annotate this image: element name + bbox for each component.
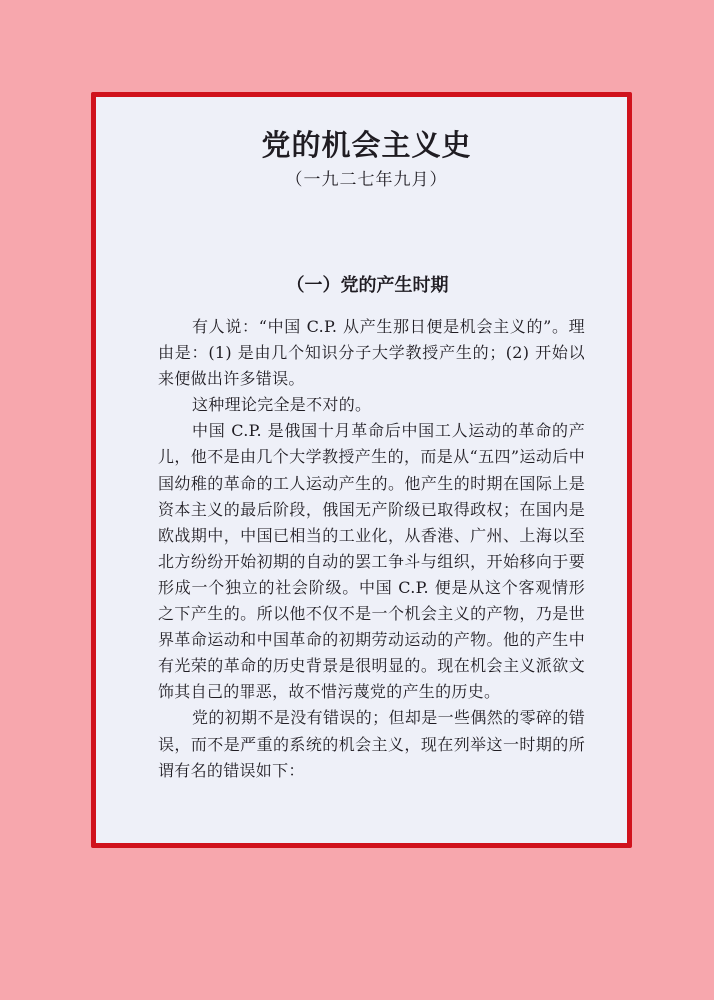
paragraph: 中国 C.P. 是俄国十月革命后中国工人运动的革命的产儿，他不是由几个大学教授产生的，而是从“五四”运动后中国幼稚的革命的工人运动产生的。他产生的时期在国际上是资本主义的最后阶段，俄国无产阶级已取得政权；在国内是欧战期中，中国已相当的工业化，从香港、广州、上海以至北方纷纷开始初期的自动的罢工争斗与组织，开始移向于要形成一个独立的社会阶级。中国 C.P. 便是从这个客观情形之下产生的。所以他不仅不是一个机会主义的产物，乃是世界革命运动和中国革命的初期劳动运动的产物。他的产生中有光荣的革命的历史背景是很明显的。现在机会主义派欲文饰其自己的罪恶，故不惜污蔑党的产生的历史。: [158, 421, 585, 702]
paragraph: 党的初期不是没有错误的；但却是一些偶然的零碎的错误，而不是严重的系统的机会主义，现在列举这一时期的所谓有名的错误如下：: [158, 708, 585, 780]
section-heading: （一）党的产生时期: [286, 275, 449, 296]
paragraph: 有人说：“中国 C.P. 从产生那日便是机会主义的”。理由是：(1) 是由几个知识分子大学教授产生的；(2) 开始以来便做出许多错误。: [158, 317, 585, 389]
document-title: 党的机会主义史: [261, 128, 472, 162]
document-date: （一九二七年九月）: [285, 170, 448, 190]
page-frame: [91, 92, 632, 848]
paragraph: 这种理论完全是不对的。: [192, 395, 372, 415]
document-page: [96, 97, 627, 843]
body-text: [158, 314, 585, 784]
